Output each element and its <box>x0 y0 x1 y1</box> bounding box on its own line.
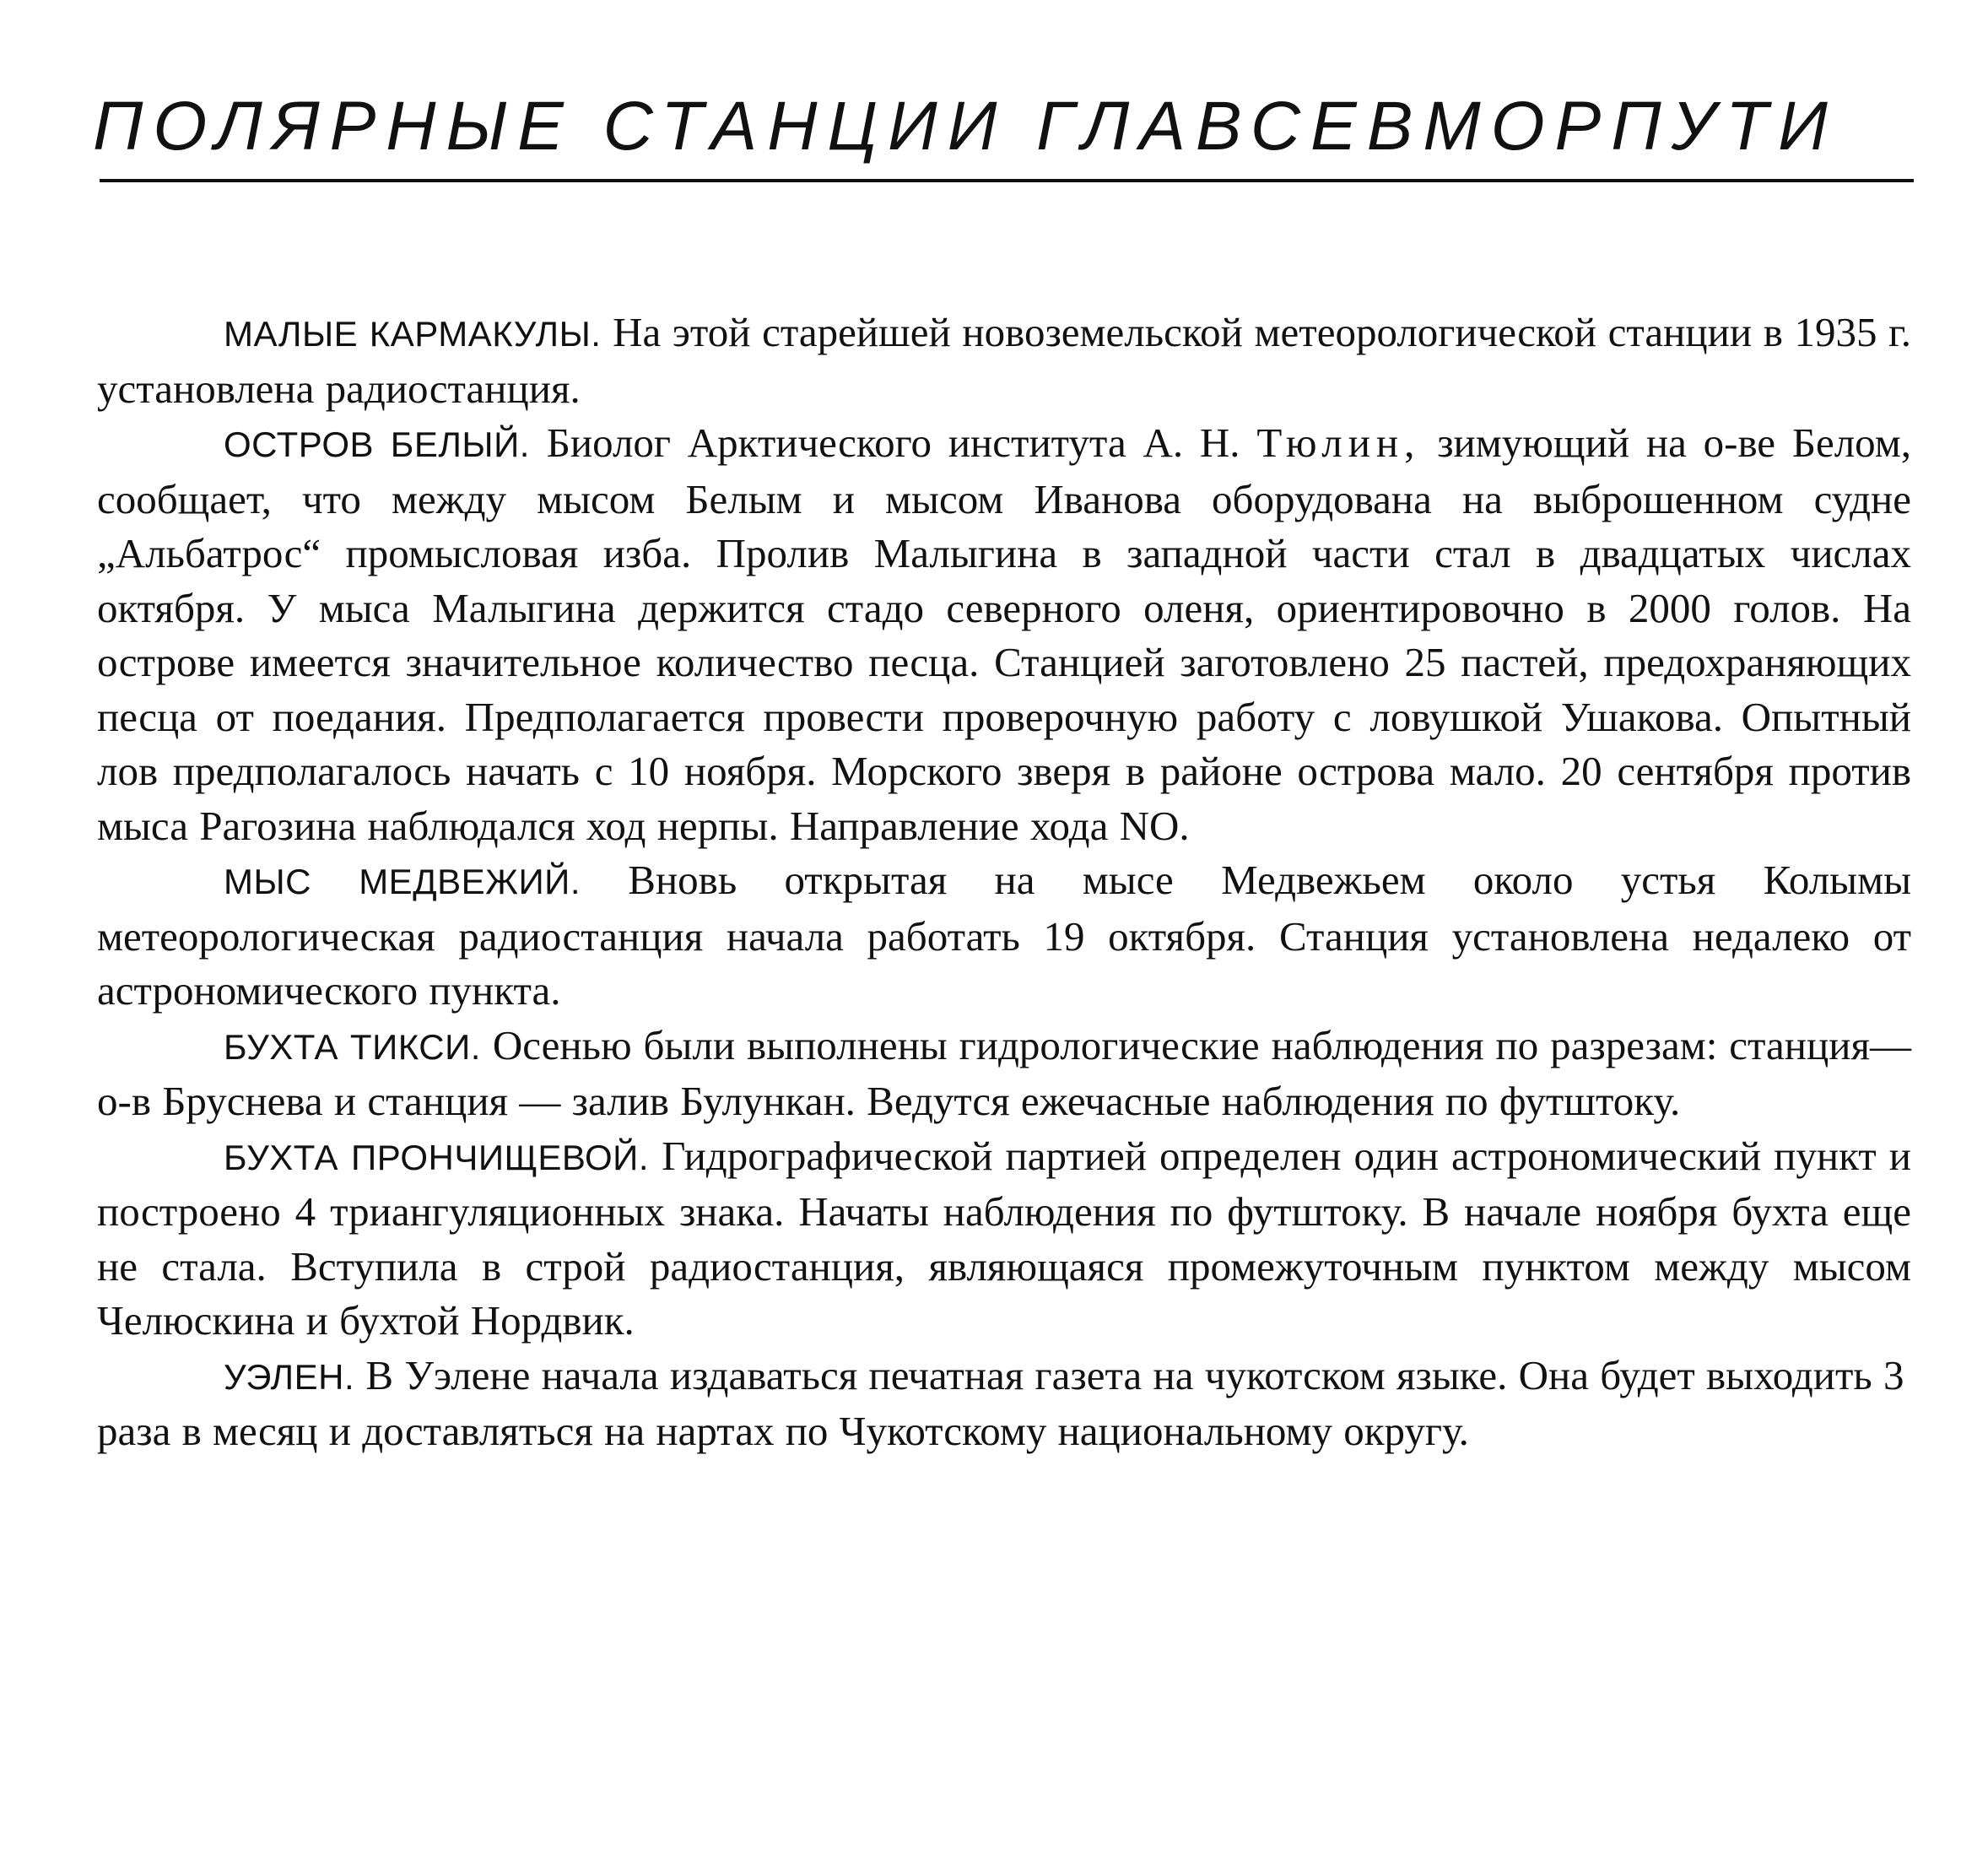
entry-text: Гидрографической партией определен один астрономический пункт и построено 4 триангуляционных знака. Начаты наблюдения по футштоку. В начале ноября бухта еще не стала. Вступила в строй радиостанция, являющаяся промежуточным пунктом между мысом Челюскина и бухтой Нордвик. <box>97 1132 1912 1344</box>
entry-malye-karmakuly <box>97 306 1911 416</box>
title-underline <box>100 179 1914 182</box>
entry-ostrov-belyi <box>97 416 1911 853</box>
person-name: Тюлин, <box>1256 419 1421 466</box>
entry-mys-medvezhii <box>97 853 1911 1019</box>
entry-uelen <box>97 1349 1911 1459</box>
entry-heading: МЫС МЕДВЕЖИЙ. <box>224 862 581 901</box>
entry-heading: БУХТА ПРОНЧИЩЕВОЙ. <box>224 1137 650 1177</box>
entry-text: Осенью были выполнены гидрологические наблюдения по разрезам: станция—о-в Бруснева и станция — залив Булункан. Ведутся ежечасные наблюдения по футштоку. <box>97 1021 1912 1124</box>
entry-text: Биолог Арктического института А. Н. <box>546 419 1240 466</box>
entry-text: Вновь открытая на мысе Медвежьем около устья Колымы метеорологическая радиостанция начала работать 19 октября. Станция установлена недалеко от астрономического пункта. <box>97 857 1911 1014</box>
page-title: ПОЛЯРНЫЕ СТАНЦИИ ГЛАВСЕВМОРПУТИ <box>93 88 1838 165</box>
article-body <box>97 306 1911 1459</box>
entry-bukhta-pronchishchevoi <box>97 1129 1911 1349</box>
entry-heading: УЭЛЕН. <box>224 1356 355 1397</box>
entry-text: В Уэлене начала издаваться печатная газета на чукотском языке. Она будет выходить 3 раза в месяц и доставляться на нартах по Чукотскому национальному округу. <box>97 1351 1904 1454</box>
entry-heading: ОСТРОВ БЕЛЫЙ. <box>224 425 530 464</box>
entry-text: зимующий на о-ве Белом, сообщает, что между мысом Белым и мысом Иванова оборудована на выброшенном судне „Альбатрос“ промысловая изба. Пролив Малыгина в западной части стал в двадцатых числах октября. У мыса Малыгина держится стадо северного оленя, ориентировочно в 2000 голов. На острове имеется значительное количество песца. Станцией заготовлено 25 пастей, предохраняющих песца от поедания. Предполагается провести проверочную работу с ловушкой Ушакова. Опытный лов предполагалось начать с 10 ноября. Морского зверя в районе острова мало. 20 сентября против мыса Рагозина наблюдался ход нерпы. Направление хода NO. <box>97 419 1911 849</box>
entry-heading: МАЛЫЕ КАРМАКУЛЫ. <box>224 314 602 354</box>
entry-text: На этой старейшей новоземельской метеорологической станции в 1935 г. установлена радиостанция. <box>97 309 1911 412</box>
entry-heading: БУХТА ТИКСИ. <box>224 1026 481 1067</box>
entry-bukhta-tiksi <box>97 1019 1911 1129</box>
